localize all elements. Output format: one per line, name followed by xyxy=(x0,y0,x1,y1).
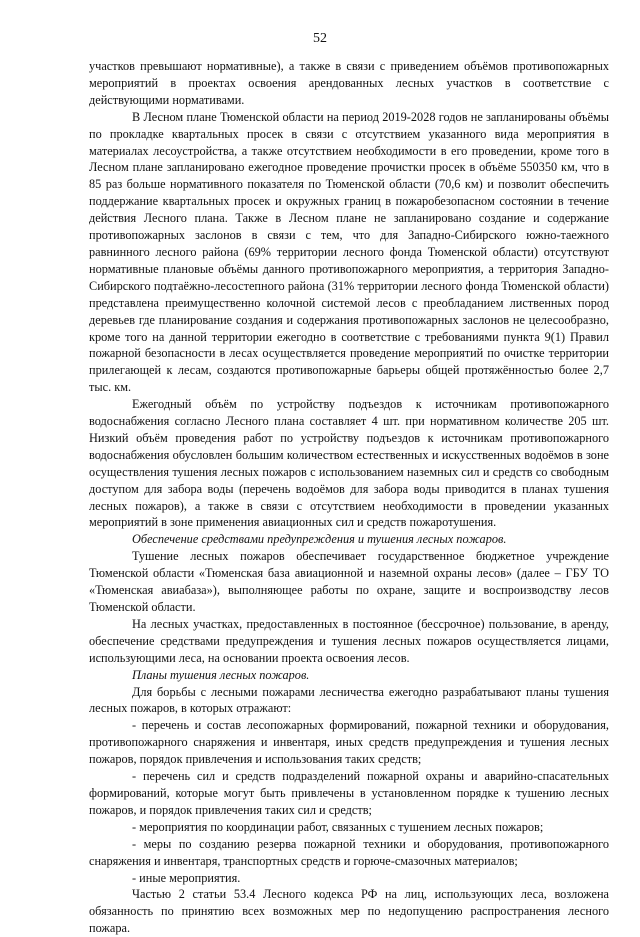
paragraph: участков превышают нормативные), а также в связи с приведением объёмов противопожарных мероприятий в проектах освоения арендованных лесных участков в соответствие с действующими нормативами. xyxy=(89,59,609,107)
document-body xyxy=(89,58,609,937)
list-item: - иные мероприятия. xyxy=(132,870,241,885)
paragraph: Для борьбы с лесными пожарами лесничества ежегодно разрабатывают планы тушения лесных пожаров, в которых отражают: xyxy=(89,684,609,716)
list-item: - меры по созданию резерва пожарной техники и оборудования, противопожарного снаряжения и инвентаря, транспортных средств и горюче-смазочных материалов; xyxy=(89,836,609,868)
paragraph: Ежегодный объём по устройству подъездов к источникам противопожарного водоснабжения согласно Лесного плана составляет 4 шт. при нормативном количестве 205 шт. Низкий объём проведения работ по устройству подъездов к источникам противопожарного водоснабжения обусловлен большим количеством естественных и искусственных водоёмов в зоне осуществления тушения лесных пожаров с использованием наземных сил и средств со свободным доступом для забора воды (перечень водоёмов для забора воды приводится в планах тушения лесных пожаров), а также в связи с отсутствием необходимости в проведении указанных мероприятий в зоне применения авиационных сил и средств пожаротушения. xyxy=(89,397,609,530)
section-heading: Обеспечение средствами предупреждения и тушения лесных пожаров. xyxy=(132,532,507,547)
paragraph: На лесных участках, предоставленных в постоянное (бессрочное) пользование, в аренду, обеспечение средствами предупреждения и тушения лесных пожаров осуществляется лицами, использующими леса, на основании проекта освоения лесов. xyxy=(89,616,609,665)
paragraph: Тушение лесных пожаров обеспечивает государственное бюджетное учреждение Тюменской области «Тюменская база авиационной и наземной охраны лесов» (далее – ГБУ ТО «Тюменская авиабаза»), выполняющее работы по охране, защите и воспроизводству лесов Тюменской области. xyxy=(89,549,609,614)
page-number: 52 xyxy=(313,31,327,46)
paragraph: Частью 2 статьи 53.4 Лесного кодекса РФ на лиц, использующих леса, возложена обязанность по принятию всех возможных мер по недопущению распространения лесного пожара. xyxy=(89,887,609,936)
list-item: - перечень сил и средств подразделений пожарной охраны и аварийно-спасательных формирований, которые могут быть привлечены в установленном порядке к тушению лесных пожаров, и порядок привлечения таких сил и средств; xyxy=(89,769,609,817)
list-item: - перечень и состав лесопожарных формирований, пожарной техники и оборудования, противопожарного снаряжения и инвентаря, иных средств предупреждения и тушения лесных пожаров, порядок привлечения и использования таких средств; xyxy=(89,718,609,767)
list-item: - мероприятия по координации работ, связанных с тушением лесных пожаров; xyxy=(132,819,544,834)
paragraph: В Лесном плане Тюменской области на период 2019-2028 годов не запланированы объёмы по прокладке квартальных просек в связи с отсутствием указанного вида мероприятия в материалах лесоустройства, а также отсутствием необходимости в его проведении, кроме того в Лесном плане запланировано ежегодное проведение прочистки просек в объёме 550350 км, что в 85 раз больше нормативного показателя по Тюменской области (70,6 км) и позволит обеспечить поддержание квартальных просек и окружных границ в пожаробезопасном состоянии в течение действия Лесного плана. Также в Лесном плане не запланировано создание и содержание противопожарных заслонов в связи с тем, что для Западно-Сибирского южно-таежного равнинного лесного района (69% территории лесного фонда Тюменской области) отсутствуют нормативные плановые объёмы данного противопожарного мероприятия, а территория Западно-Сибирского подтаёжно-лесостепного района (31% территории лесного фонда Тюменской области) представлена преимущественно колочной системой лесов с преобладанием лиственных пород деревьев где планирование создания и содержания противопожарных заслонов не целесообразно, кроме того на данной территории ежегодно в соответствие с требованиями пункта 9(1) Правил пожарной безопасности в лесах осуществляется проведение мероприятий по очистке территории прилегающей к лесам, создаются противопожарные барьеры общей протяжённостью более 2,7 тыс. км. xyxy=(89,109,609,395)
section-heading: Планы тушения лесных пожаров. xyxy=(132,667,310,682)
